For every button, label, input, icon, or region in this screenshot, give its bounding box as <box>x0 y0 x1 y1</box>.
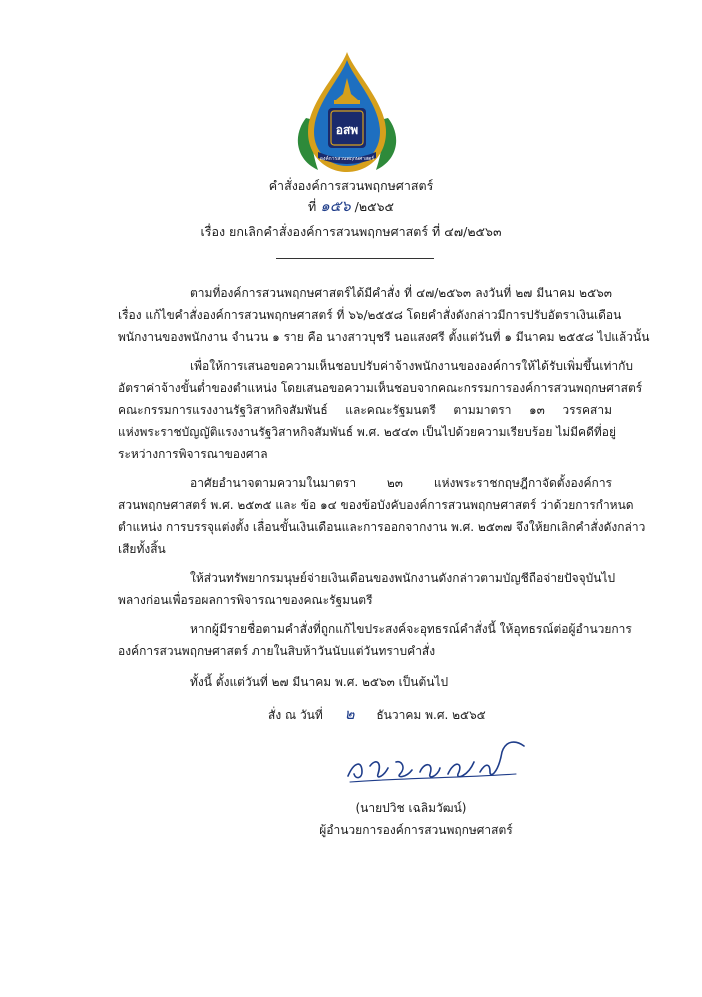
signer-title: ผู้อำนวยการองค์การสวนพฤกษศาสตร์ <box>319 823 513 837</box>
paragraph-4-line-2: พลางก่อนเพื่อรอผลการพิจารณาของคณะรัฐมนตรี <box>118 593 373 607</box>
paragraph-3-line-2: สวนพฤกษศาสตร์ พ.ศ. ๒๕๓๕ และ ข้อ ๑๔ ของข้อบังคับองค์การสวนพฤกษศาสตร์ ว่าด้วยการกำหนด <box>118 498 634 512</box>
paragraph-2-line-5: ระหว่างการพิจารณาของศาล <box>118 447 268 461</box>
ordered-prefix: สั่ง ณ วันที่ <box>268 708 323 722</box>
paragraph-2-line-2: อัตราค่าจ้างขั้นต่ำของตำแหน่ง โดยเสนอขอความเห็นชอบจากคณะกรรมการองค์การสวนพฤกษศาสตร์ <box>118 381 643 395</box>
paragraph-5-line-1: หากผู้มีรายชื่อตามคำสั่งที่ถูกแก้ไขประสงค์จะอุทธรณ์คำสั่งนี้ ให้อุทธรณ์ต่อผู้อำนวยการ <box>190 622 632 636</box>
handwritten-signature <box>340 732 530 788</box>
paragraph-2-line-1: เพื่อให้การเสนอขอความเห็นชอบปรับค่าจ้างพนักงานขององค์การให้ได้รับเพิ่มขึ้นเท่ากับ <box>190 359 633 373</box>
paragraph-3-line-1: อาศัยอำนาจตามความในมาตรา ๒๓ แห่งพระราชกฤษฎีกาจัดตั้งองค์การ <box>190 476 612 490</box>
ordered-day-handwritten: ๒ <box>344 705 355 723</box>
order-title: คำสั่งองค์การสวนพฤกษศาสตร์ <box>268 178 434 193</box>
subject-line: เรื่อง ยกเลิกคำสั่งองค์การสวนพฤกษศาสตร์ ที่ ๔๗/๒๕๖๓ <box>200 224 502 239</box>
paragraph-1-line-1: ตามที่องค์การสวนพฤกษศาสตร์ได้มีคำสั่ง ที่ ๔๗/๒๕๖๓ ลงวันที่ ๒๗ มีนาคม ๒๕๖๓ <box>190 286 612 300</box>
effective-date: ทั้งนี้ ตั้งแต่วันที่ ๒๗ มีนาคม พ.ศ. ๒๕๖๓ เป็นต้นไป <box>190 675 449 689</box>
paragraph-2-line-4: แห่งพระราชบัญญัติแรงงานรัฐวิสาหกิจสัมพันธ์ พ.ศ. ๒๕๔๓ เป็นไปด้วยความเรียบร้อย ไม่มีคดีที่อยู่ <box>118 425 617 439</box>
paragraph-5-line-2: องค์การสวนพฤกษศาสตร์ ภายในสิบห้าวันนับแต่วันทราบคำสั่ง <box>118 644 436 658</box>
paragraph-1-line-2: เรื่อง แก้ไขคำสั่งองค์การสวนพฤกษศาสตร์ ที่ ๖๖/๒๕๕๘ โดยคำสั่งดังกล่าวมีการปรับอัตราเงินเดือน <box>118 308 622 322</box>
paragraph-2-line-3: คณะกรรมการแรงงานรัฐวิสาหกิจสัมพันธ์ และคณะรัฐมนตรี ตามมาตรา ๑๓ วรรคสาม <box>118 403 612 417</box>
paragraph-4-line-1: ให้ส่วนทรัพยากรมนุษย์จ่ายเงินเดือนของพนักงานดังกล่าวตามบัญชีถือจ่ายปัจจุบันไป <box>190 571 616 585</box>
emblem-label: องค์การสวนพฤกษศาสตร์ <box>319 156 375 162</box>
ordered-date <box>268 706 486 723</box>
paragraph-3-line-3: ตำแหน่ง การบรรจุแต่งตั้ง เลื่อนขั้นเงินเดือนและการออกจากงาน พ.ศ. ๒๕๓๗ จึงให้ยกเลิกคำสั่งดังกล่าว <box>118 520 646 534</box>
signer-name: (นายปวิช เฉลิมวัฒน์) <box>355 801 467 815</box>
order-number-year: /๒๕๖๕ <box>354 199 394 214</box>
order-number-prefix: ที่ <box>308 199 317 214</box>
botanical-garden-emblem <box>288 48 406 178</box>
paragraph-1-line-3: พนักงานของพนักงาน จำนวน ๑ ราย คือ นางสาวบุชรี นอแสงศรี ตั้งแต่วันที่ ๑ มีนาคม ๒๕๕๘ ไปแล้วนั้น <box>118 330 650 344</box>
ordered-suffix: ธันวาคม พ.ศ. ๒๕๖๕ <box>376 708 486 722</box>
order-number <box>0 198 702 215</box>
header-divider <box>276 258 434 259</box>
emblem-monogram: อสพ <box>335 123 359 137</box>
order-number-handwritten: ๑๕๖ <box>320 197 351 215</box>
paragraph-3-line-4: เสียทั้งสิ้น <box>118 542 166 556</box>
